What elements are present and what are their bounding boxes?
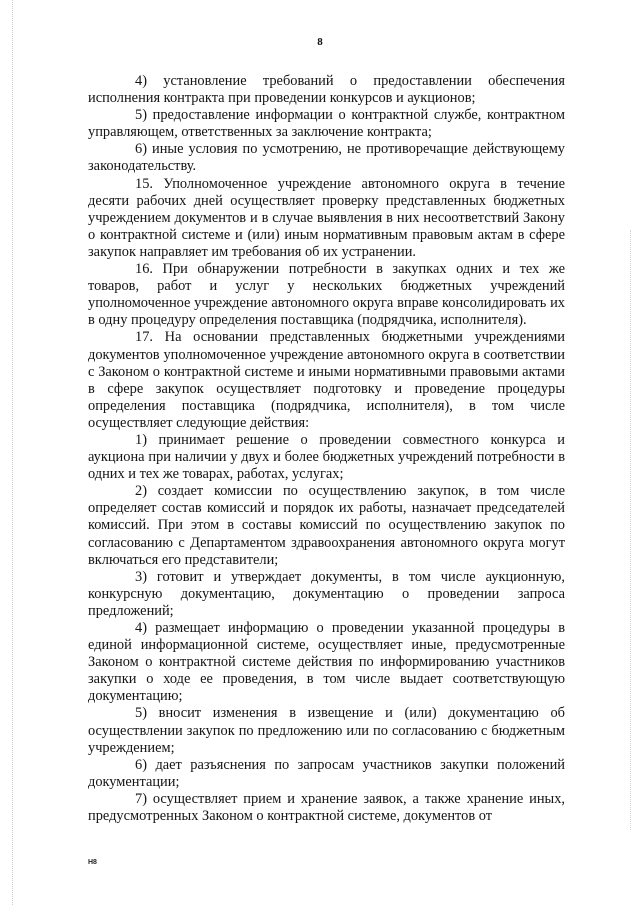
paragraph-action-5: 5) вносит изменения в извещение и (или) документацию об осуществлении закупок по предложению или по согласованию с бюджетным учреждением;	[88, 705, 565, 756]
paragraph-item-6: 6) иные условия по усмотрению, не противоречащие действующему законодательству.	[88, 141, 565, 175]
paragraph-action-1: 1) принимает решение о проведении совместного конкурса и аукциона при наличии у двух и более бюджетных учреждений потребности в одних и тех же товарах, работах, услугах;	[88, 431, 565, 483]
paragraph-action-6: 6) дает разъяснения по запросам участников закупки положений документации;	[88, 756, 565, 790]
paragraph-action-2: 2) создает комиссии по осуществлению закупок, в том числе определяет состав комиссий и порядок их работы, назначает председателей комиссий. При этом в составы комиссий по осуществлению закупок по согласованию с Департаментом здравоохранения автономного округа могут включаться его представители;	[88, 483, 565, 568]
paragraph-item-4: 4) установление требований о предоставлении обеспечения исполнения контракта при проведении конкурсов и аукционов;	[88, 73, 565, 107]
paragraph-action-4: 4) размещает информацию о проведении указанной процедуры в единой информационной системе, осуществляет иные, предусмотренные Законом о контрактной системе действия по информированию участников закупки о ходе ее проведения, в том числе выдает соответствующую документацию;	[88, 620, 565, 705]
scan-edge-right	[630, 230, 631, 830]
paragraph-action-7: 7) осуществляет прием и хранение заявок, а также хранение иных, предусмотренных Законом о контрактной системе, документов от	[88, 790, 565, 825]
scan-edge-left	[12, 0, 13, 905]
paragraph-clause-15: 15. Уполномоченное учреждение автономного округа в течение десяти рабочих дней осуществляет проверку представленных бюджетных учреждением документов и в случае выявления в них несоответствий Закону о контрактной системе и (или) иным нормативным правовым актам в сфере закупок направляет им требования об их устранении.	[88, 175, 565, 260]
document-body	[88, 73, 565, 825]
footer-code: H8	[88, 859, 97, 866]
paragraph-clause-17: 17. На основании представленных бюджетными учреждениями документов уполномоченное учреждение автономного округа в соответствии с Законом о контрактной системе и иными нормативными правовыми актами в сфере закупок осуществляет подготовку и проведение процедуры определения поставщика (подрядчика, исполнителя), в том числе осуществляет следующие действия:	[88, 329, 565, 431]
page-number: 8	[317, 36, 323, 48]
paragraph-clause-16: 16. При обнаружении потребности в закупках одних и тех же товаров, работ и услуг у нескольких бюджетных учреждений уполномоченное учреждение автономного округа вправе консолидировать их в одну процедуру определения поставщика (подрядчика, исполнителя).	[88, 261, 565, 329]
paragraph-action-3: 3) готовит и утверждает документы, в том числе аукционную, конкурсную документацию, документацию о проведении запроса предложений;	[88, 568, 565, 619]
paragraph-item-5: 5) предоставление информации о контрактной службе, контрактном управляющем, ответственных за заключение контракта;	[88, 107, 565, 141]
